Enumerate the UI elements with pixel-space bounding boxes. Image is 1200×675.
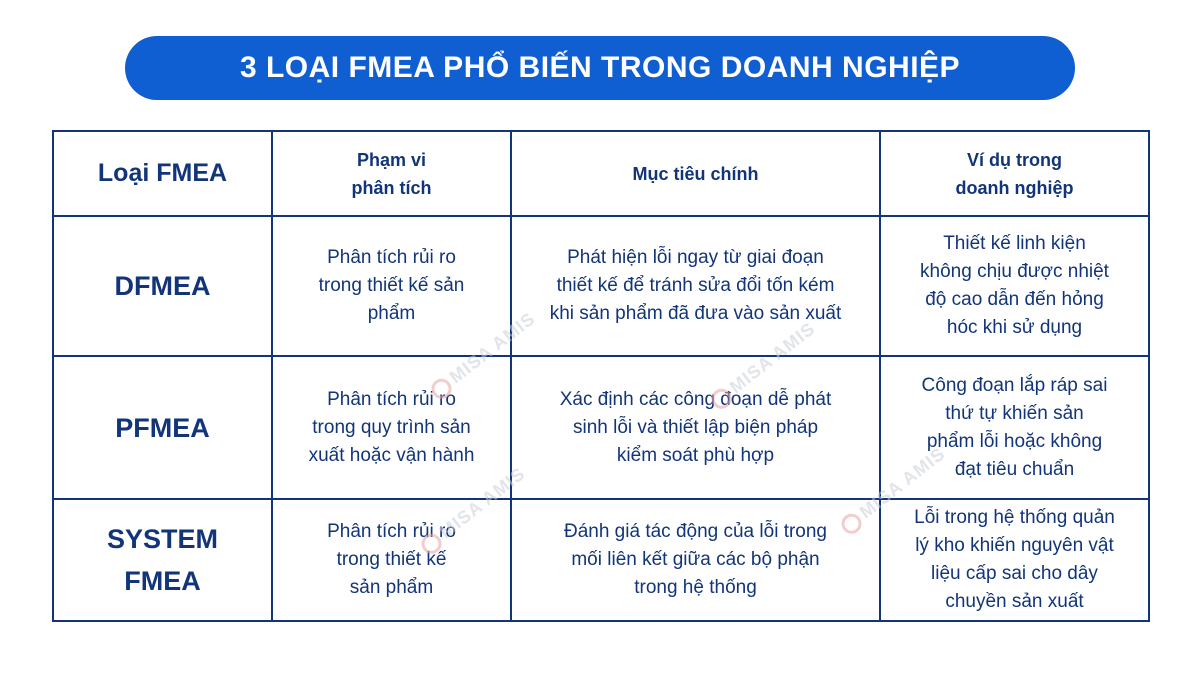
header-type: Loại FMEA [53, 131, 272, 216]
page-title-text: 3 LOẠI FMEA PHỔ BIẾN TRONG DOANH NGHIỆP [239, 51, 961, 84]
table-row [53, 216, 1149, 356]
watermark-text: MISA AMIS [435, 463, 530, 543]
header-example: Ví dụ trong doanh nghiệp [880, 131, 1149, 216]
page-title [125, 36, 1075, 100]
watermark-text: MISA AMIS [855, 443, 950, 523]
fmea-table [52, 130, 1150, 622]
row-type: PFMEA [53, 356, 272, 499]
header-goal: Mục tiêu chính [511, 131, 880, 216]
watermark-text: MISA AMIS [445, 308, 540, 388]
watermark-text: MISA AMIS [725, 318, 820, 398]
row-type: SYSTEM FMEA [53, 499, 272, 621]
row-goal: Đánh giá tác động của lỗi trong mối liên kết giữa các bộ phận trong hệ thống [511, 499, 880, 621]
table-row [53, 356, 1149, 499]
table-row [53, 499, 1149, 621]
row-example: Công đoạn lắp ráp sai thứ tự khiến sản phẩm lỗi hoặc không đạt tiêu chuẩn [880, 356, 1149, 499]
row-example: Lỗi trong hệ thống quản lý kho khiến nguyên vật liệu cấp sai cho dây chuyền sản xuất [880, 499, 1149, 621]
row-type: DFMEA [53, 216, 272, 356]
row-example: Thiết kế linh kiện không chịu được nhiệt độ cao dẫn đến hỏng hóc khi sử dụng [880, 216, 1149, 356]
row-goal: Phát hiện lỗi ngay từ giai đoạn thiết kế để tránh sửa đổi tốn kém khi sản phẩm đã đưa vào sản xuất [511, 216, 880, 356]
header-scope: Phạm vi phân tích [272, 131, 511, 216]
table-header-row [53, 131, 1149, 216]
row-scope: Phân tích rủi ro trong quy trình sản xuất hoặc vận hành [272, 356, 511, 499]
row-scope: Phân tích rủi ro trong thiết kế sản phẩm [272, 216, 511, 356]
row-scope: Phân tích rủi ro trong thiết kế sản phẩm [272, 499, 511, 621]
row-goal: Xác định các công đoạn dễ phát sinh lỗi và thiết lập biện pháp kiểm soát phù hợp [511, 356, 880, 499]
